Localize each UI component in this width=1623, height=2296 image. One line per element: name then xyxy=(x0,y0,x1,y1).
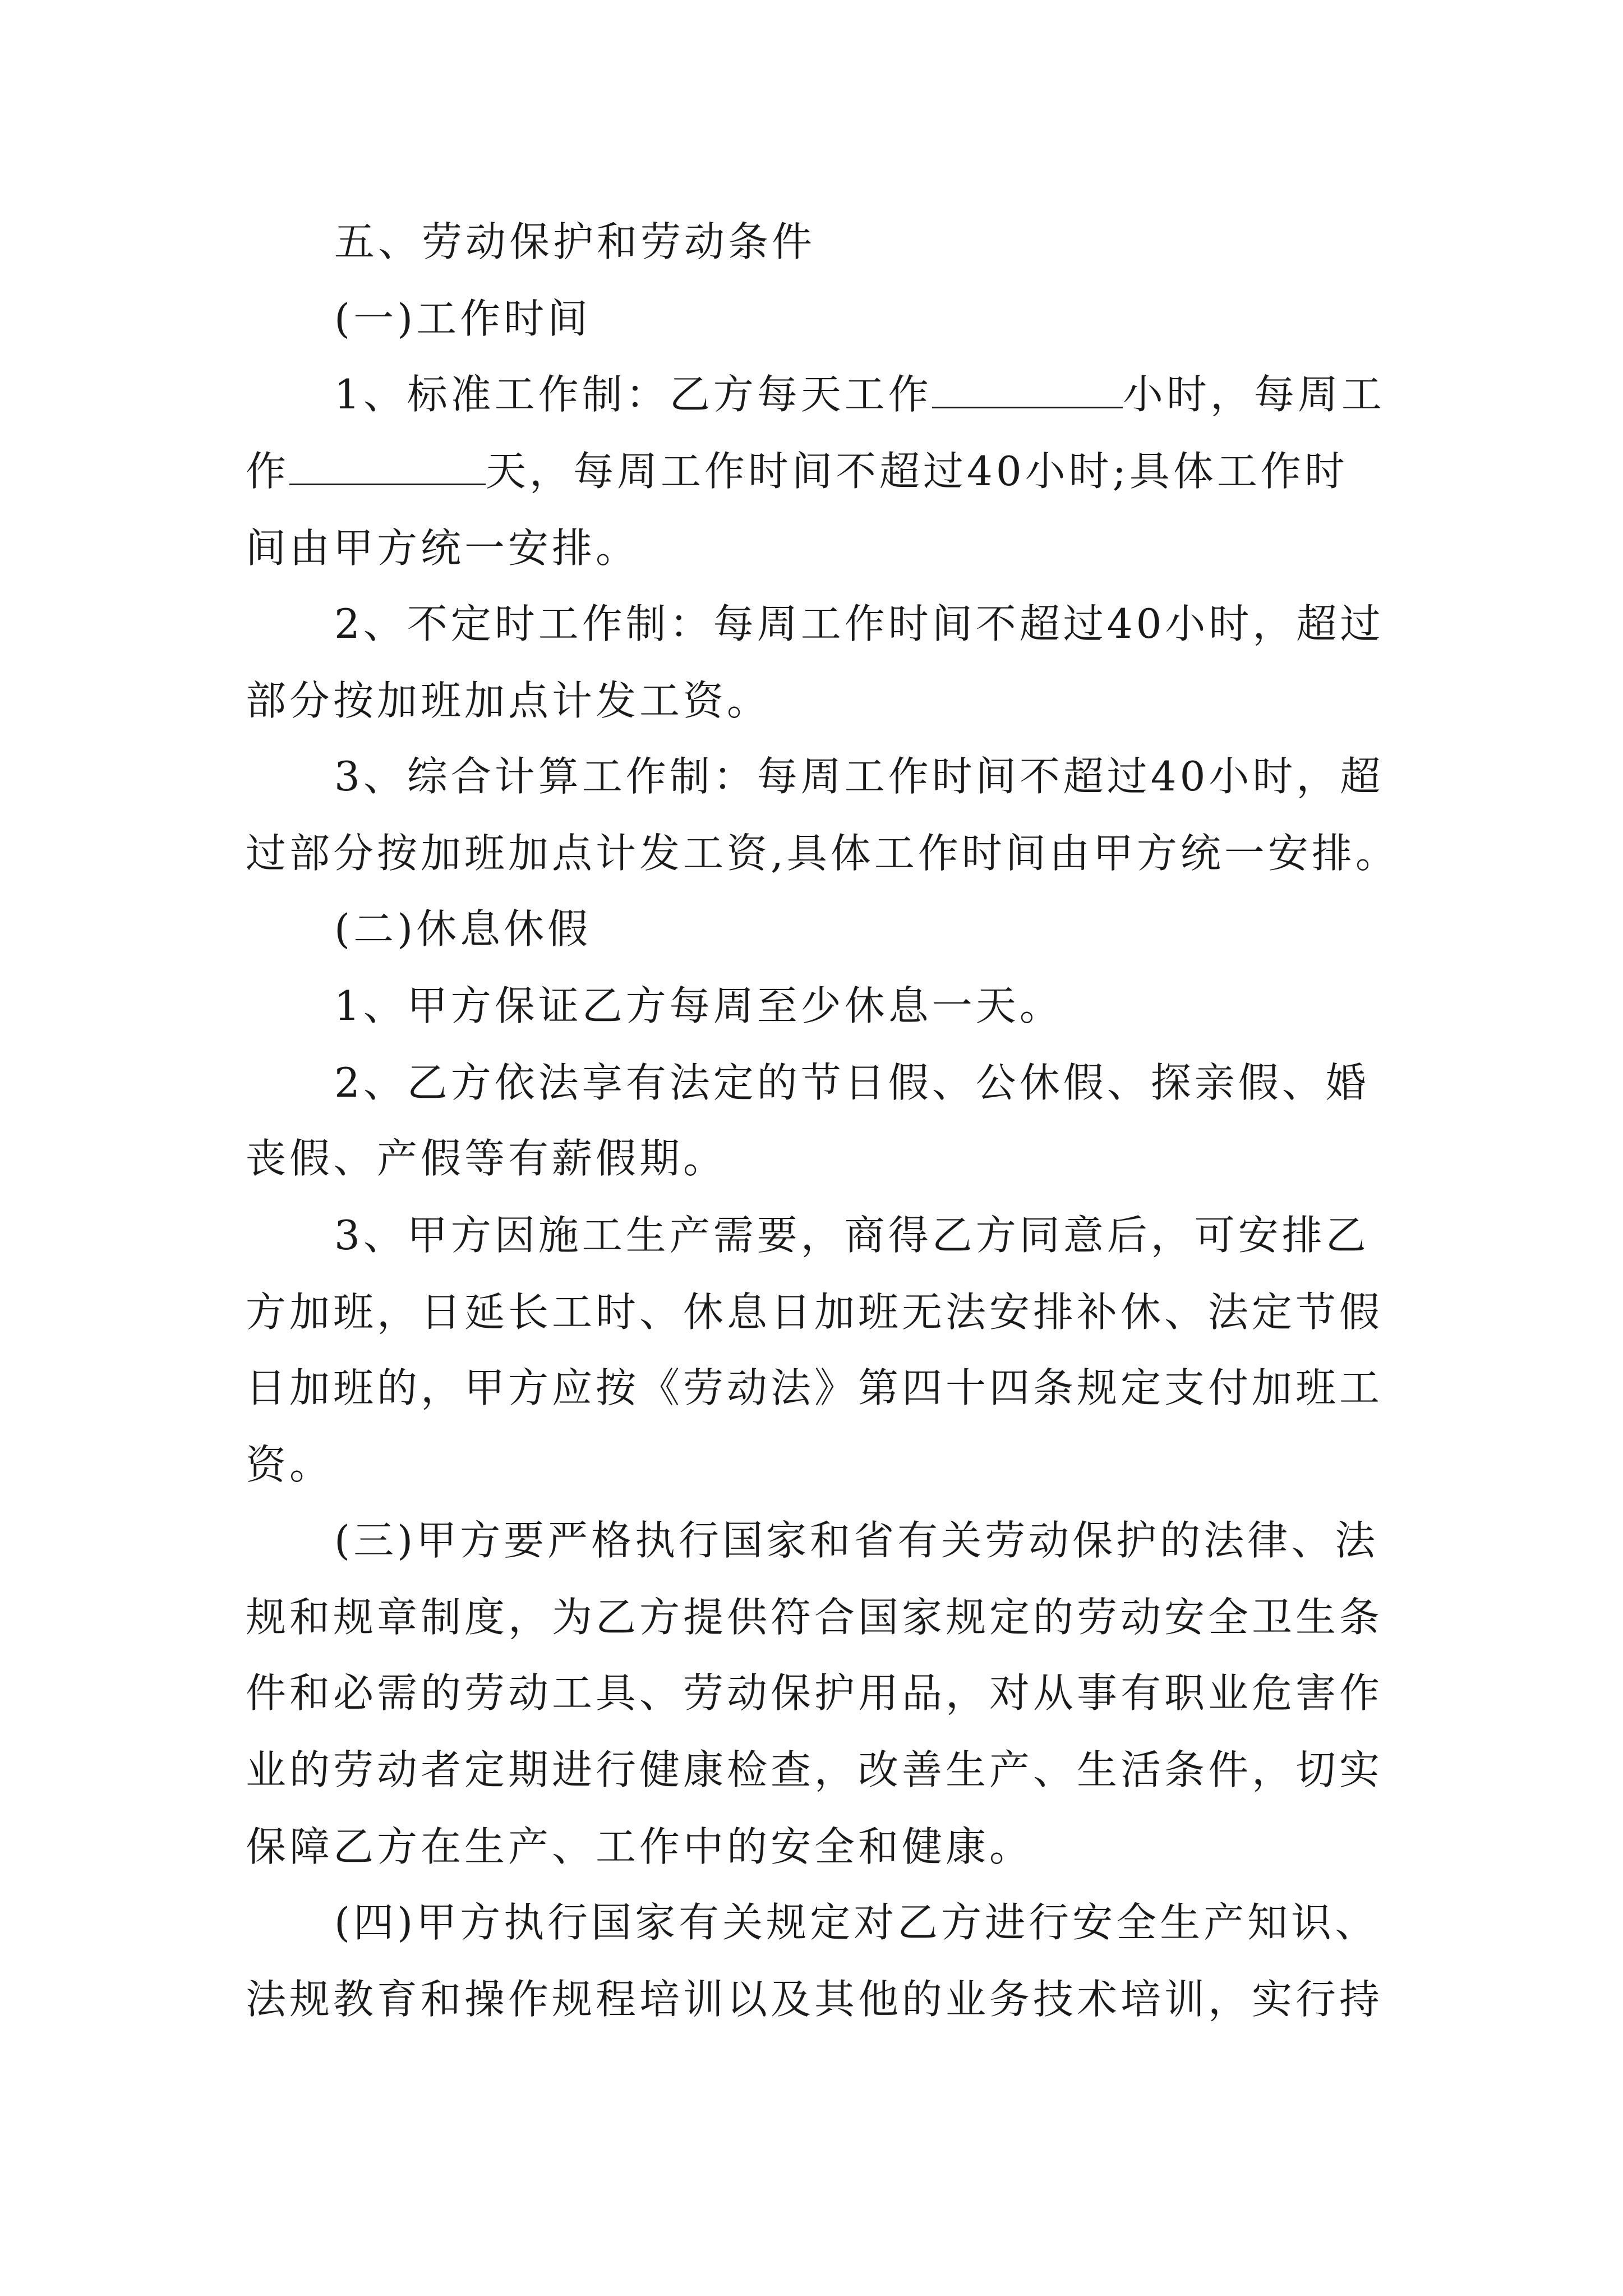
paragraph-line: 保障乙方在生产、工作中的安全和健康。 xyxy=(246,1823,1034,1870)
paragraph-line: 部分按加班加点计发工资。 xyxy=(246,677,771,724)
paragraph-line: 件和必需的劳动工具、劳动保护用品，对从事有职业危害作 xyxy=(246,1669,1384,1717)
paragraph-line: 规和规章制度，为乙方提供符合国家规定的劳动安全卫生条 xyxy=(246,1594,1384,1641)
subsection-heading-work-time: (一)工作时间 xyxy=(334,295,592,342)
paragraph-line: 过部分按加班加点计发工资,具体工作时间由甲方统一安排。 xyxy=(246,830,1399,877)
text-segment: 1、标准工作制：乙方每天工作 xyxy=(334,371,932,418)
fill-in-blank-hours xyxy=(932,372,1123,408)
paragraph-line: 2、乙方依法享有法定的节日假、公休假、探亲假、婚 xyxy=(334,1059,1370,1106)
paragraph-line xyxy=(246,444,1348,498)
paragraph-line: (三)甲方要严格执行国家和省有关劳动保护的法律、法 xyxy=(334,1517,1379,1564)
paragraph-line: 1、甲方保证乙方每周至少休息一天。 xyxy=(334,982,1063,1029)
paragraph-line: 业的劳动者定期进行健康检查，改善生产、生活条件，切实 xyxy=(246,1746,1384,1793)
paragraph-line: 法规教育和操作规程培训以及其他的业务技术培训，实行持 xyxy=(246,1976,1384,2023)
paragraph-line: 间由甲方统一安排。 xyxy=(246,524,640,572)
paragraph-line: 方加班，日延长工时、休息日加班无法安排补休、法定节假 xyxy=(246,1289,1384,1336)
paragraph-line: 丧假、产假等有薪假期。 xyxy=(246,1135,727,1182)
text-segment: 天，每周工作时间不超过40小时;具体工作时 xyxy=(486,448,1348,495)
paragraph-line: 3、甲方因施工生产需要，商得乙方同意后，可安排乙 xyxy=(334,1212,1370,1259)
paragraph-line: 资。 xyxy=(246,1441,334,1488)
section-heading: 五、劳动保护和劳动条件 xyxy=(334,218,816,265)
paragraph-line xyxy=(334,367,1385,421)
text-segment: 作 xyxy=(246,448,290,495)
paragraph-line: (四)甲方执行国家有关规定对乙方进行安全生产知识、 xyxy=(334,1899,1379,1946)
paragraph-line: 2、不定时工作制：每周工作时间不超过40小时，超过 xyxy=(334,600,1384,647)
text-segment: 小时，每周工 xyxy=(1122,371,1385,418)
paragraph-line: 3、综合计算工作制：每周工作时间不超过40小时，超 xyxy=(334,753,1384,800)
subsection-heading-rest: (二)休息休假 xyxy=(334,905,592,953)
fill-in-blank-days xyxy=(289,449,486,485)
paragraph-line: 日加班的，甲方应按《劳动法》第四十四条规定支付加班工 xyxy=(246,1364,1384,1411)
